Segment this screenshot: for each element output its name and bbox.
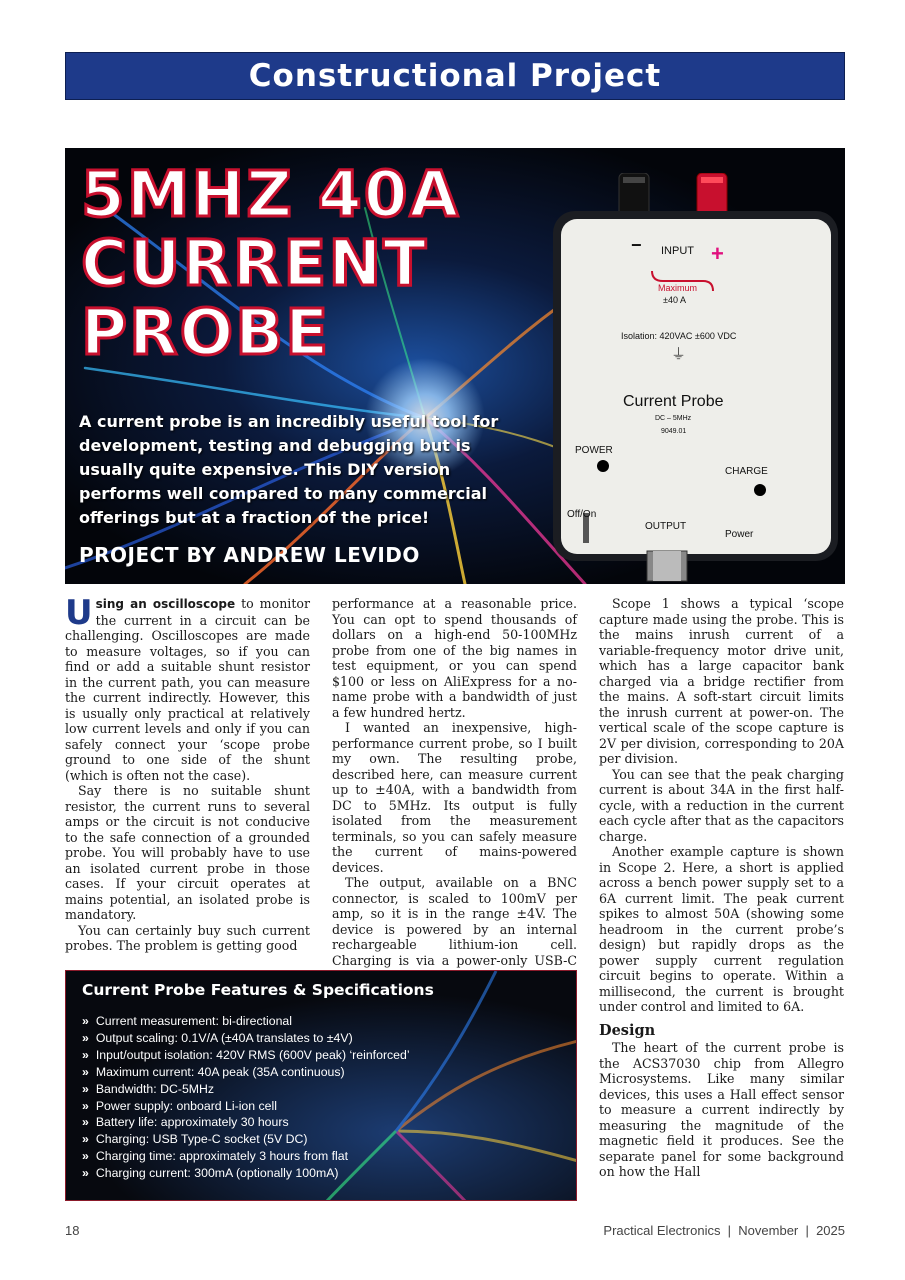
bullet-icon: » xyxy=(82,1098,89,1113)
section-banner xyxy=(65,52,845,100)
output-label: OUTPUT xyxy=(645,521,687,532)
spec-list xyxy=(82,1013,410,1182)
hero-image xyxy=(65,148,845,584)
list-item xyxy=(82,1131,410,1148)
standfirst: A current probe is an incredibly useful tool for development, testing and debugging but is usually quite expensive. This DIY version performs well compared to many commercial offerings but at a fraction of the price! xyxy=(79,412,499,527)
rating-label: ±40 A xyxy=(663,295,686,305)
minus-label: − xyxy=(631,235,642,255)
publication-footer: Practical Electronics | November | 2025 xyxy=(603,1223,845,1238)
power-port-label: Power xyxy=(725,529,754,540)
charge-led-label: CHARGE xyxy=(725,466,768,477)
paragraph xyxy=(65,593,310,783)
bullet-icon: » xyxy=(82,1064,89,1079)
paragraph-text: to monitor the current in a circuit can be challenging. Oscilloscopes are made to measure voltages, so if you can find or add a suitable shunt resistor in the current path, you can measure the current indirectly. However, this is usually only practical at relatively low current levels and only if you can safely connect your ‘scope probe ground to one side of the shunt (which is often not the case). xyxy=(65,596,310,783)
list-item xyxy=(82,1081,410,1098)
panel-title: Current Probe Features & Specifications xyxy=(82,981,434,999)
article-column-3 xyxy=(599,596,844,1180)
section-title: Constructional Project xyxy=(248,58,662,94)
section-heading: Design xyxy=(599,1021,656,1039)
list-item xyxy=(82,1064,410,1081)
hero-title xyxy=(81,160,460,367)
title-line: 5MHZ 40A xyxy=(81,158,461,231)
paragraph: performance at a reasonable price. You can opt to spend thousands of dollars on a high-end 50-100MHz probe from one of the big names in test equipment, or you can spend $100 or less on AliExpress for a no-name probe with a bandwidth of just a few hundred hertz. xyxy=(332,596,577,720)
lead-in: sing an oscilloscope xyxy=(95,597,236,611)
byline: PROJECT BY ANDREW LEVIDO xyxy=(79,543,420,567)
paragraph: The heart of the current probe is the ACS37030 chip from Allegro Microsystems. Like many similar devices, this uses a Hall effect sensor to measure a current indirectly by measuring the magnitude of the magnetic field it produces. See the separate panel for some background on how the Hall xyxy=(599,1040,844,1179)
isolation-label: Isolation: 420VAC ±600 VDC xyxy=(621,331,737,341)
list-item-text: Current measurement: bi-directional xyxy=(95,1014,292,1028)
maximum-label: Maximum xyxy=(658,283,698,293)
list-item-text: Charging current: 300mA (optionally 100mA) xyxy=(95,1166,339,1181)
list-item xyxy=(82,1030,410,1047)
title-line: CURRENT xyxy=(81,227,429,300)
power-led-label: POWER xyxy=(575,445,613,456)
list-item xyxy=(82,1013,410,1030)
specifications-panel xyxy=(65,970,577,1201)
page-number: 18 xyxy=(65,1223,80,1238)
current-probe-photo xyxy=(543,173,843,583)
list-item xyxy=(82,1148,410,1165)
bullet-icon: » xyxy=(82,1030,89,1045)
input-label: INPUT xyxy=(661,245,694,257)
paragraph: Say there is no suitable shunt resistor, the current runs to several amps or the circuit is not conducive to the safe connection of a grounded probe. You will probably have to use an isolated current probe in those cases. If your circuit operates at mains potential, an isolated probe is mandatory. xyxy=(65,783,310,922)
bullet-icon: » xyxy=(82,1166,89,1181)
plus-label: + xyxy=(711,241,724,266)
drop-cap: U xyxy=(65,593,93,633)
list-item xyxy=(82,1098,410,1115)
article-column-1 xyxy=(65,593,310,954)
part-label: 9049.01 xyxy=(661,428,687,435)
paragraph: Scope 1 shows a typical ‘scope capture made using the probe. This is the mains inrush current of a variable-frequency motor drive unit, which has a large capacitor bank charged via a bridge rectifier from the mains. A soft-start circuit limits the inrush current at power-on. The vertical scale of the scope capture is 2V per division, corresponding to 20A per division. xyxy=(599,596,844,766)
range-label: DC – 5MHz xyxy=(655,415,692,422)
bullet-icon: » xyxy=(82,1149,89,1164)
bullet-icon: » xyxy=(82,1132,89,1147)
list-item xyxy=(82,1047,410,1064)
article-column-2 xyxy=(332,596,577,984)
paragraph: Another example capture is shown in Scope 2. Here, a short is applied across a bench power supply set to a 6A current limit. The peak current spikes to almost 50A (showing some headroom in the current probe’s design) but rapidly drops as the power supply current regulation circuit begins to operate. Within a millisecond, the current is brought under control and limited to 6A. xyxy=(599,844,844,1014)
list-item-text: Charging time: approximately 3 hours from flat xyxy=(95,1149,349,1164)
bullet-icon: » xyxy=(82,1081,89,1096)
list-item-text: Charging: USB Type-C socket (5V DC) xyxy=(95,1132,308,1147)
bullet-icon: » xyxy=(82,1115,89,1130)
paragraph: The output, available on a BNC connector, is scaled to 100mV per amp, so it is in the range ±4V. The device is powered by an internal rechargeable lithium-ion cell. Charging is via a power-only USB-C xyxy=(332,875,577,968)
list-item xyxy=(82,1165,410,1182)
list-item-text: Bandwidth: DC-5MHz xyxy=(95,1081,215,1096)
bullet-icon: » xyxy=(82,1014,89,1028)
list-item-text: Input/output isolation: 420V RMS (600V peak) ‘reinforced’ xyxy=(95,1047,410,1062)
ground-icon: ⏚ xyxy=(671,346,687,363)
paragraph: You can see that the peak charging current is about 34A in the first half-cycle, with a reduction in the current each cycle after that as the capacitors charge. xyxy=(599,766,844,844)
paragraph: You can certainly buy such current probes. The problem is getting good xyxy=(65,922,310,953)
product-name-label: Current Probe xyxy=(623,393,724,410)
list-item-text: Battery life: approximately 30 hours xyxy=(95,1115,289,1130)
title-line: PROBE xyxy=(81,296,331,369)
switch-label: Off/On xyxy=(567,509,597,520)
paragraph: I wanted an inexpensive, high-performance current probe, so I built my own. The resulting probe, described here, can measure current up to ±40A, with a bandwidth from DC to 5MHz. Its output is fully isolated from the measurement terminals, so you can safely measure the current of mains-powered devices. xyxy=(332,720,577,875)
list-item xyxy=(82,1114,410,1131)
list-item-text: Output scaling: 0.1V/A (±40A translates to ±4V) xyxy=(95,1030,353,1045)
bullet-icon: » xyxy=(82,1047,89,1062)
list-item-text: Maximum current: 40A peak (35A continuous) xyxy=(95,1064,345,1079)
list-item-text: Power supply: onboard Li-ion cell xyxy=(95,1098,277,1113)
